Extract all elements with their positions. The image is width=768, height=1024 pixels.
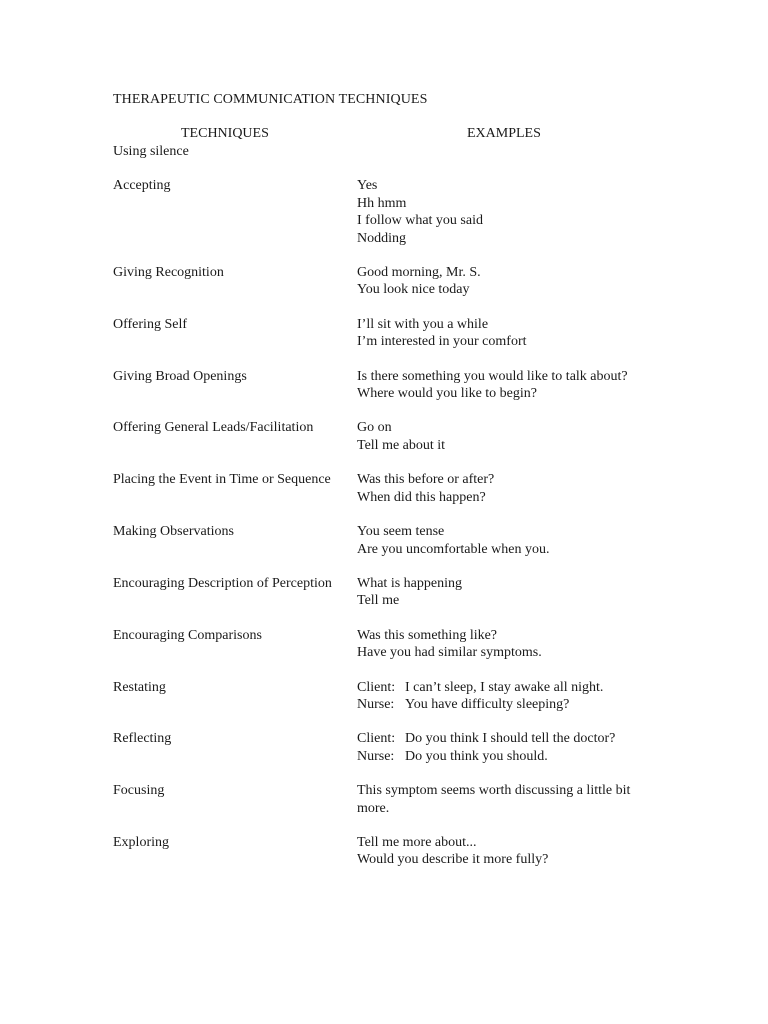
example-line: Good morning, Mr. S. bbox=[357, 265, 481, 281]
technique-row bbox=[113, 471, 713, 506]
technique-examples bbox=[357, 679, 713, 714]
example-line: When did this happen? bbox=[357, 489, 486, 505]
technique-name: Encouraging Comparisons bbox=[113, 627, 262, 643]
dialogue-line bbox=[357, 730, 713, 747]
technique-name: Restating bbox=[113, 679, 166, 695]
techniques-table bbox=[113, 143, 713, 886]
technique-row bbox=[113, 419, 713, 454]
technique-examples bbox=[357, 627, 713, 662]
technique-examples bbox=[357, 730, 713, 765]
technique-name: Offering Self bbox=[113, 316, 187, 332]
examples-column-header: EXAMPLES bbox=[467, 126, 541, 141]
technique-row bbox=[113, 368, 713, 403]
example-line: Are you uncomfortable when you. bbox=[357, 541, 550, 557]
example-line: Hh hmm bbox=[357, 195, 407, 211]
technique-name: Making Observations bbox=[113, 524, 234, 540]
technique-examples bbox=[357, 419, 713, 454]
example-line: What is happening bbox=[357, 575, 462, 591]
example-line: Was this something like? bbox=[357, 627, 498, 643]
technique-row bbox=[113, 679, 713, 714]
dialogue-line bbox=[357, 696, 713, 713]
technique-name: Placing the Event in Time or Sequence bbox=[113, 472, 331, 488]
example-line: Tell me bbox=[357, 593, 400, 609]
technique-row bbox=[113, 143, 713, 160]
example-line: Is there something you would like to talk about? bbox=[357, 368, 628, 384]
technique-row bbox=[113, 834, 713, 869]
technique-row bbox=[113, 627, 713, 662]
technique-row bbox=[113, 177, 713, 247]
technique-name: Giving Recognition bbox=[113, 265, 224, 281]
example-line: Would you describe it more fully? bbox=[357, 852, 549, 868]
example-line: Nodding bbox=[357, 230, 406, 246]
example-line: Was this before or after? bbox=[357, 472, 495, 488]
technique-row bbox=[113, 316, 713, 351]
technique-row bbox=[113, 264, 713, 299]
dialogue-speaker: Client: bbox=[357, 679, 396, 695]
dialogue-text: Do you think you should. bbox=[405, 748, 548, 764]
example-line: You look nice today bbox=[357, 282, 470, 298]
dialogue-line bbox=[357, 748, 713, 765]
dialogue-speaker: Client: bbox=[357, 731, 396, 747]
example-line: You seem tense bbox=[357, 524, 445, 540]
technique-row bbox=[113, 782, 713, 817]
example-line: Tell me more about... bbox=[357, 834, 477, 850]
example-line: This symptom seems worth discussing a little bit more. bbox=[357, 783, 631, 816]
dialogue-text: I can’t sleep, I stay awake all night. bbox=[405, 679, 604, 695]
technique-examples bbox=[357, 834, 713, 869]
dialogue-speaker: Nurse: bbox=[357, 696, 395, 712]
technique-name: Encouraging Description of Perception bbox=[113, 575, 332, 591]
example-line: I follow what you said bbox=[357, 213, 483, 229]
technique-name: Accepting bbox=[113, 178, 171, 194]
dialogue-text: You have difficulty sleeping? bbox=[405, 696, 570, 712]
example-line: Where would you like to begin? bbox=[357, 386, 538, 402]
technique-examples bbox=[357, 264, 713, 299]
example-line: Yes bbox=[357, 178, 378, 194]
technique-name: Exploring bbox=[113, 834, 169, 850]
page-title: THERAPEUTIC COMMUNICATION TECHNIQUES bbox=[113, 92, 428, 107]
technique-examples bbox=[357, 177, 713, 247]
technique-name: Offering General Leads/Facilitation bbox=[113, 420, 314, 436]
techniques-column-header: TECHNIQUES bbox=[181, 126, 269, 141]
example-line: I’m interested in your comfort bbox=[357, 334, 527, 350]
example-line: I’ll sit with you a while bbox=[357, 316, 489, 332]
technique-name: Using silence bbox=[113, 144, 189, 159]
technique-examples bbox=[357, 523, 713, 558]
technique-examples bbox=[357, 575, 713, 610]
technique-examples bbox=[357, 471, 713, 506]
technique-examples bbox=[357, 316, 713, 351]
technique-name: Focusing bbox=[113, 783, 165, 799]
dialogue-speaker: Nurse: bbox=[357, 748, 395, 764]
technique-examples bbox=[357, 782, 713, 817]
technique-name: Giving Broad Openings bbox=[113, 368, 247, 384]
technique-name: Reflecting bbox=[113, 731, 172, 747]
dialogue-text: Do you think I should tell the doctor? bbox=[405, 731, 616, 747]
technique-row bbox=[113, 730, 713, 765]
technique-row bbox=[113, 575, 713, 610]
example-line: Go on bbox=[357, 420, 392, 436]
example-line: Have you had similar symptoms. bbox=[357, 645, 542, 661]
technique-row bbox=[113, 523, 713, 558]
dialogue-line bbox=[357, 679, 713, 696]
example-line: Tell me about it bbox=[357, 437, 446, 453]
technique-examples bbox=[357, 368, 713, 403]
